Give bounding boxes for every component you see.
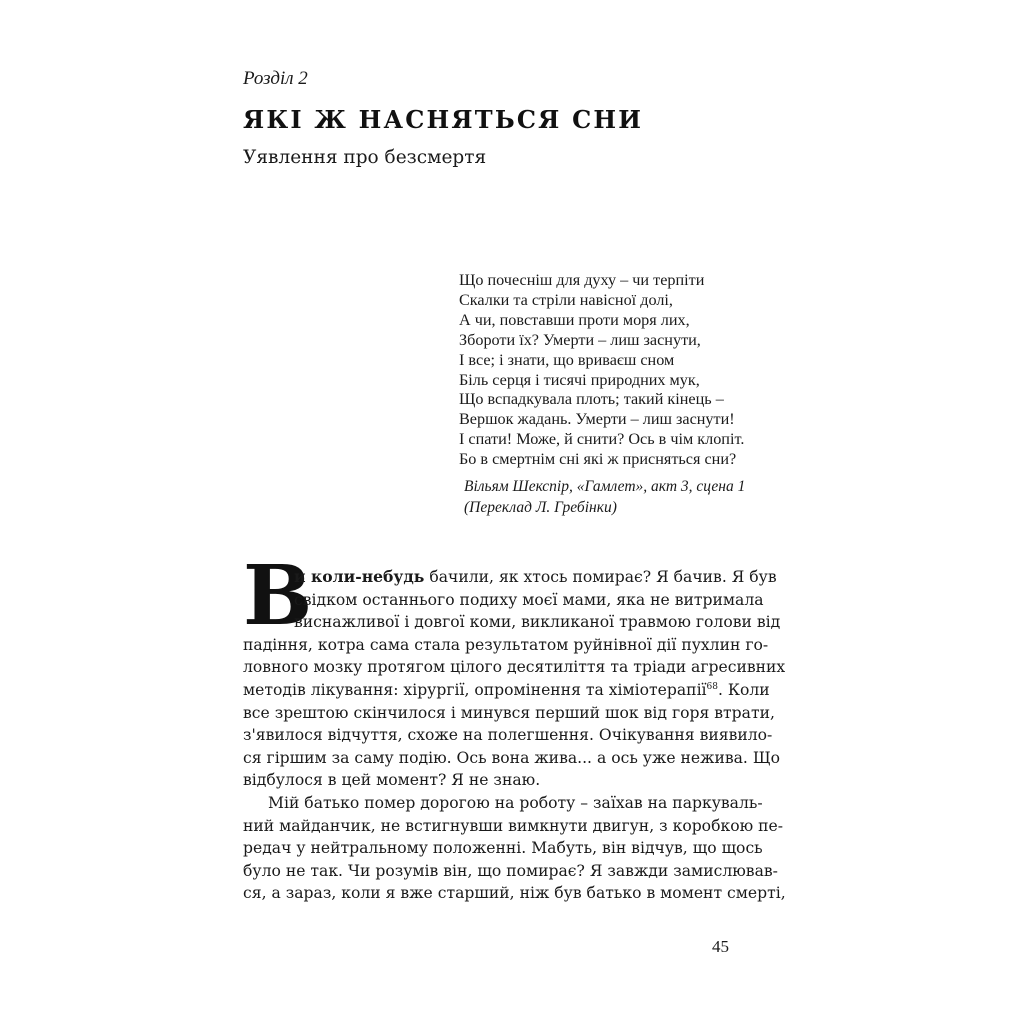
body-line: ся, а зараз, коли я вже старший, ніж був батько в момент смерті, [243,884,786,903]
lead-in-bold: и коли-небудь [294,567,425,586]
footnote-ref[interactable]: 68 [706,681,718,692]
epigraph-line: Біль серця і тисячі природних мук, [459,370,700,389]
body-line: було не так. Чи розумів він, що помирає? Я завжди замислював- [243,861,778,880]
body-line: ся гіршим за саму подію. Ось вона жива... а ось уже нежива. Що [243,748,781,767]
body-line: ний майданчик, не встигнувши вимкнути двигун, з коробкою пе- [243,816,784,835]
body-line: свідком останнього подиху моєї мами, яка не витримала [294,590,764,609]
epigraph-attribution [464,477,745,518]
epigraph-line: А чи, повставши проти моря лих, [459,310,690,329]
epigraph-line: Збороти їх? Умерти – лиш заснути, [459,330,701,349]
epigraph [459,271,744,470]
epigraph-line: Скалки та стріли навісної долі, [459,290,673,309]
epigraph-line: І все; і знати, що вриваєш сном [459,350,675,369]
chapter-title: ЯКІ Ж НАСНЯТЬСЯ СНИ [243,105,644,134]
epigraph-line: Що почесніш для духу – чи терпіти [459,271,705,289]
body-text [243,566,786,905]
body-line: з'явилося відчуття, схоже на полегшення. Очікування виявило- [243,726,773,745]
epigraph-line: Вершок жадань. Умерти – лиш заснути! [459,410,735,429]
body-line: и коли-небудь бачили, як хтось помирає? Я бачив. Я був [294,567,777,586]
body-line: виснажливої і довгої коми, викликаної травмою голови від [294,613,781,632]
body-line: відбулося в цей момент? Я не знаю. [243,771,541,790]
attribution-line: (Переклад Л. Гребінки) [464,498,617,516]
drop-cap: В [243,548,313,644]
epigraph-line: Що вспадкувала плоть; такий кінець – [459,390,724,409]
body-line: редач у нейтральному положенні. Мабуть, він відчув, що щось [243,839,763,858]
attribution-line: Вільям Шекспір, «Гамлет», акт 3, сцена 1 [464,478,746,495]
page-number: 45 [712,937,729,956]
epigraph-line: І спати! Може, й снити? Ось в чім клопіт. [459,430,745,449]
body-line: ловного мозку протягом цілого десятиліття та тріади агресивних [243,658,786,677]
body-line: методів лікування: хірургії, опромінення та хіміотерапії$^{68}$. Коли [243,680,770,699]
chapter-label: Розділ 2 [243,68,308,89]
body-line: все зрештою скінчилося і минувся перший шок від горя втрати, [243,703,775,722]
body-line: падіння, котра сама стала результатом руйнівної дії пухлин го- [243,635,769,654]
chapter-subtitle: Уявлення про безсмертя [243,147,487,168]
epigraph-line: Бо в смертнім сні які ж присняться сни? [459,450,737,469]
body-line: Мій батько помер дорогою на роботу – заїхав на паркуваль- [268,793,763,812]
